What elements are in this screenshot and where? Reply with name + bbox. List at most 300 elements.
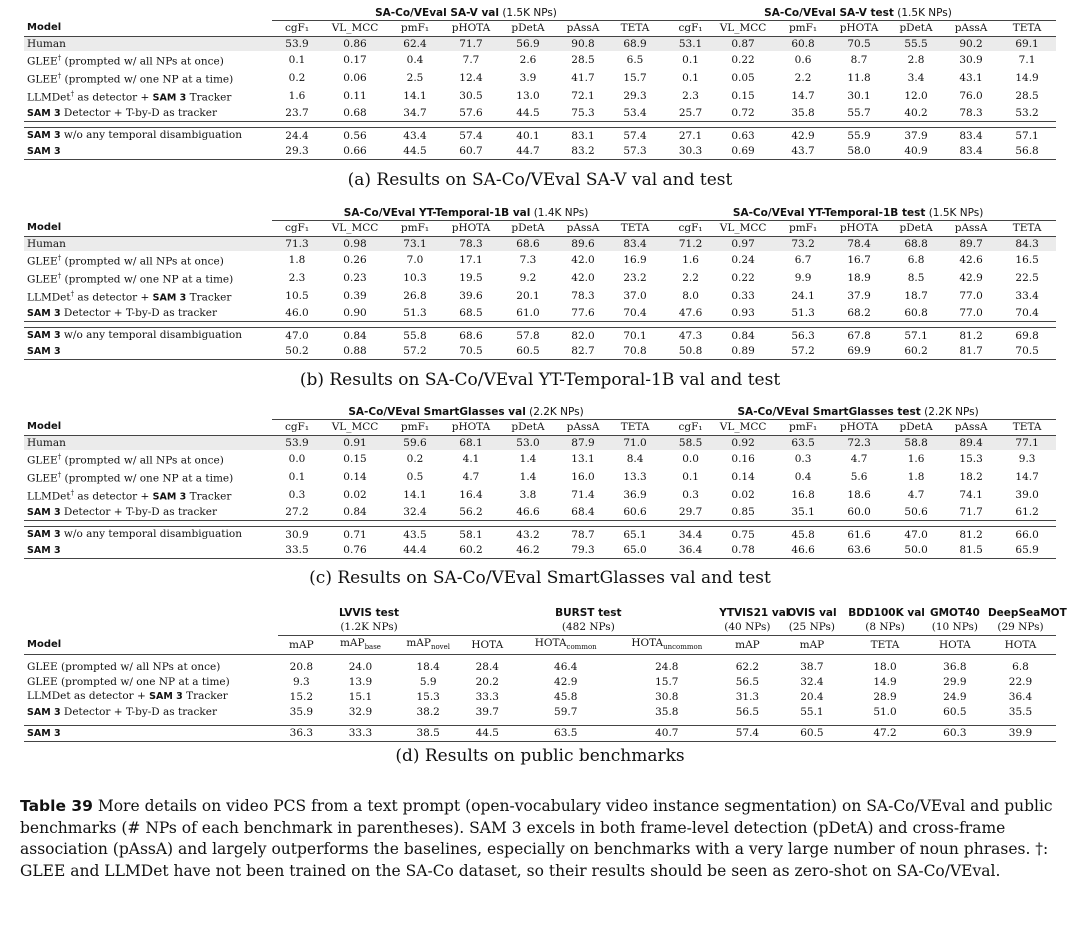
model-name: GLEE† (prompted w/ one NP at a time) [27, 72, 234, 86]
metric-value: 38.5 [396, 725, 460, 741]
metric-value: 38.7 [800, 661, 824, 674]
metric-value: 57.8 [516, 329, 540, 342]
metric-value: 4.7 [462, 470, 480, 483]
metric-value: 0.97 [710, 236, 776, 251]
metric-value: 10.3 [403, 271, 427, 284]
model-name: SAM 3 [24, 725, 278, 741]
metric-value: 34.4 [678, 528, 703, 541]
metric-value: 61.0 [500, 306, 556, 322]
metric-value: 27.2 [272, 505, 322, 521]
metric-value: 0.3 [682, 489, 699, 502]
table-row [24, 269, 1056, 287]
model-name: GLEE† (prompted w/ all NPs at once) [27, 254, 224, 268]
metric-value: 43.2 [516, 528, 540, 541]
metric-value: 57.4 [716, 725, 778, 741]
metric-value: 77.0 [944, 306, 998, 322]
metric-value: 2.3 [682, 90, 699, 103]
metric-value: 6.8 [907, 253, 925, 266]
metric-value: 0.85 [710, 505, 776, 521]
metric-value: 35.5 [1008, 706, 1033, 719]
metric-value: 61.2 [998, 505, 1056, 521]
metric-value: 1.4 [519, 470, 537, 483]
metric-header: pHOTA [442, 21, 500, 36]
model-name: GLEE (prompted w/ one NP at a time) [27, 675, 230, 688]
metric-value: 84.3 [998, 236, 1056, 251]
metric-value: 60.7 [442, 144, 500, 160]
metric-value: 2.8 [907, 53, 925, 66]
metric-value: 42.0 [571, 253, 595, 266]
table-caption [20, 796, 1062, 882]
metric-value: 25.7 [660, 106, 710, 122]
metric-value: 13.0 [516, 90, 540, 103]
metric-header: cgF₁ [272, 420, 322, 435]
metric-value: 53.2 [998, 106, 1056, 122]
metric-value: 14.7 [1015, 470, 1039, 483]
metric-value: 36.8 [943, 661, 967, 674]
metric-value: 55.7 [830, 106, 888, 122]
metric-value: 0.02 [343, 489, 367, 502]
metric-value: 36.4 [1008, 690, 1033, 703]
metric-header: pHOTA [830, 21, 888, 36]
metric-value: 42.9 [959, 271, 983, 284]
table-row [24, 725, 1056, 741]
metric-value: 60.2 [888, 344, 944, 360]
metric-header: mAP [716, 635, 778, 655]
metric-header: pDetA [500, 21, 556, 36]
metric-value: 0.92 [710, 435, 776, 450]
metric-value: 26.8 [403, 290, 427, 303]
metric-value: 63.5 [776, 435, 830, 450]
metric-value: 13.3 [623, 470, 647, 483]
metric-value: 90.8 [556, 36, 610, 51]
metric-value: 0.14 [731, 470, 755, 483]
metric-value: 0.84 [731, 329, 755, 342]
metric-value: 72.1 [571, 90, 595, 103]
metric-value: 29.3 [623, 90, 647, 103]
metric-value: 0.76 [322, 543, 388, 559]
metric-value: 57.2 [388, 344, 442, 360]
metric-value: 89.7 [944, 236, 998, 251]
metric-value: 53.9 [272, 435, 322, 450]
metric-value: 59.7 [554, 706, 578, 719]
caption-yt: (b) Results on SA-Co/VEval YT-Temporal-1B val and test [299, 370, 781, 390]
metric-value: 13.1 [571, 452, 595, 465]
metric-value: 0.1 [682, 53, 699, 66]
metric-value: 62.2 [735, 661, 760, 674]
metric-value: 3.9 [519, 71, 537, 84]
metric-value: 0.69 [710, 144, 776, 160]
metric-value: 56.9 [500, 36, 556, 51]
metric-value: 56.2 [442, 505, 500, 521]
metric-value: 40.7 [617, 725, 716, 741]
metric-value: 30.9 [959, 53, 983, 66]
metric-value: 1.8 [288, 253, 306, 266]
metric-value: 28.5 [1015, 90, 1039, 103]
metric-value: 51.0 [873, 706, 897, 719]
metric-value: 0.72 [710, 106, 776, 122]
metric-value: 39.6 [459, 290, 483, 303]
benchmark-np-count: (40 NPs) [716, 620, 778, 635]
metric-value: 83.2 [556, 144, 610, 160]
model-name: LLMDet as detector + SAM 3 Tracker [27, 690, 228, 703]
model-name: SAM 3 [24, 543, 272, 559]
metric-value: 12.0 [904, 90, 928, 103]
metric-value: 70.5 [998, 344, 1056, 360]
metric-value: 5.6 [850, 470, 868, 483]
metric-value: 43.5 [403, 528, 427, 541]
metric-header: pDetA [888, 420, 944, 435]
metric-value: 0.68 [322, 106, 388, 122]
metric-value: 68.2 [830, 306, 888, 322]
metric-value: 33.3 [325, 725, 396, 741]
metric-value: 46.4 [554, 661, 578, 674]
metric-header: pDetA [888, 21, 944, 36]
metric-value: 78.3 [571, 290, 595, 303]
metric-value: 1.6 [288, 90, 306, 103]
metric-value: 89.4 [944, 435, 998, 450]
metric-value: 5.9 [419, 675, 437, 688]
metric-value: 70.4 [610, 306, 660, 322]
metric-value: 24.4 [285, 129, 309, 142]
metric-value: 15.1 [348, 690, 373, 703]
metric-header: pAssA [556, 21, 610, 36]
metric-value: 1.6 [907, 452, 925, 465]
metric-value: 57.4 [459, 129, 483, 142]
metric-value: 44.7 [500, 144, 556, 160]
metric-value: 68.6 [500, 236, 556, 251]
metric-value: 0.93 [710, 306, 776, 322]
metric-header: cgF₁ [660, 21, 710, 36]
benchmark-name: DeepSeaMOT [987, 607, 1067, 619]
metric-value: 16.9 [623, 253, 647, 266]
metric-value: 71.7 [944, 505, 998, 521]
table-row [24, 468, 1056, 486]
metric-value: 23.2 [623, 271, 647, 284]
metric-value: 1.6 [682, 253, 699, 266]
metric-value: 68.4 [556, 505, 610, 521]
metric-value: 53.9 [272, 36, 322, 51]
metric-value: 33.5 [272, 543, 322, 559]
benchmark-name: BURST test [555, 607, 622, 619]
metric-value: 57.1 [904, 329, 928, 342]
metric-value: 0.91 [322, 435, 388, 450]
table-row [24, 251, 1056, 269]
metric-value: 0.86 [322, 36, 388, 51]
metric-value: 0.22 [731, 53, 755, 66]
metric-value: 43.7 [776, 144, 830, 160]
metric-value: 0.88 [322, 344, 388, 360]
metric-header: TETA [998, 21, 1056, 36]
metric-value: 82.7 [556, 344, 610, 360]
benchmark-name: YTVIS21 val [719, 607, 790, 619]
metric-value: 47.2 [845, 725, 925, 741]
metric-value: 16.4 [459, 489, 483, 502]
table-row [24, 435, 1056, 450]
metric-value: 20.1 [516, 290, 540, 303]
metric-value: 46.6 [776, 543, 830, 559]
table-row [24, 69, 1056, 87]
metric-value: 18.7 [904, 290, 928, 303]
metric-value: 16.7 [847, 253, 871, 266]
metric-value: 18.0 [873, 661, 897, 674]
results-table-sav [24, 6, 1056, 160]
metric-value: 77.6 [556, 306, 610, 322]
model-name: SAM 3 Detector + T-by-D as tracker [24, 306, 272, 322]
table-row [24, 128, 1056, 144]
metric-value: 58.5 [660, 435, 710, 450]
metric-value: 29.3 [272, 144, 322, 160]
metric-value: 70.5 [442, 344, 500, 360]
metric-value: 59.6 [388, 435, 442, 450]
metric-value: 58.0 [830, 144, 888, 160]
metric-value: 70.1 [623, 329, 647, 342]
table-row [24, 344, 1056, 360]
metric-value: 31.3 [735, 690, 760, 703]
metric-value: 60.6 [610, 505, 660, 521]
metric-header: TETA [845, 635, 925, 655]
metric-value: 89.6 [556, 236, 610, 251]
metric-value: 7.1 [1018, 53, 1036, 66]
metric-header: pDetA [888, 221, 944, 236]
metric-value: 46.0 [272, 306, 322, 322]
table-row [24, 144, 1056, 160]
metric-value: 15.7 [655, 675, 679, 688]
metric-header: pHOTA [442, 420, 500, 435]
metric-header: VL_MCC [710, 221, 776, 236]
metric-header: pmF₁ [776, 21, 830, 36]
metric-value: 14.9 [873, 675, 897, 688]
metric-value: 24.0 [348, 661, 373, 674]
model-name: Human [24, 36, 272, 51]
metric-value: 39.7 [475, 706, 499, 719]
metric-value: 60.0 [830, 505, 888, 521]
metric-value: 47.6 [660, 306, 710, 322]
metric-value: 82.0 [571, 329, 595, 342]
metric-value: 37.0 [623, 290, 647, 303]
metric-value: 46.6 [500, 505, 556, 521]
metric-value: 43.4 [403, 129, 427, 142]
metric-value: 0.2 [288, 71, 306, 84]
metric-value: 0.33 [731, 290, 755, 303]
group-header-val: SA-Co/VEval SA-V val (1.5K NPs) [272, 6, 660, 21]
metric-value: 35.9 [289, 706, 314, 719]
metric-value: 83.4 [610, 236, 660, 251]
metric-value: 72.3 [830, 435, 888, 450]
table-row [24, 486, 1056, 505]
metric-value: 33.3 [475, 690, 499, 703]
metric-value: 71.7 [442, 36, 500, 51]
metric-value: 28.9 [873, 690, 897, 703]
metric-value: 42.9 [791, 129, 815, 142]
metric-value: 32.9 [348, 706, 373, 719]
metric-header: TETA [998, 420, 1056, 435]
benchmark-np-count: (29 NPs) [985, 620, 1056, 635]
metric-value: 36.3 [278, 725, 325, 741]
results-table-smartglasses [24, 405, 1056, 559]
metric-value: 78.4 [830, 236, 888, 251]
metric-value: 69.8 [1015, 329, 1039, 342]
metric-value: 73.2 [776, 236, 830, 251]
metric-header: TETA [610, 420, 660, 435]
metric-value: 9.9 [794, 271, 812, 284]
metric-value: 53.1 [660, 36, 710, 51]
metric-value: 40.9 [888, 144, 944, 160]
metric-value: 35.8 [655, 706, 679, 719]
metric-header: pAssA [944, 420, 998, 435]
metric-value: 0.0 [288, 452, 306, 465]
metric-value: 58.1 [459, 528, 483, 541]
metric-value: 14.9 [1015, 71, 1039, 84]
metric-value: 60.8 [776, 36, 830, 51]
metric-value: 11.8 [847, 71, 871, 84]
metric-value: 36.9 [623, 489, 647, 502]
metric-value: 22.5 [1015, 271, 1039, 284]
table-row [24, 527, 1056, 543]
metric-value: 74.1 [959, 489, 983, 502]
metric-header: $HOTA_{uncommon}$ [617, 635, 716, 655]
model-name: SAM 3 w/o any temporal disambiguation [27, 528, 242, 541]
metric-value: 47.0 [904, 528, 928, 541]
caption-sav: (a) Results on SA-Co/VEval SA-V val and test [347, 170, 733, 190]
metric-value: 0.05 [731, 71, 755, 84]
metric-value: 32.4 [800, 675, 824, 688]
metric-value: 65.9 [998, 543, 1056, 559]
metric-value: 4.7 [850, 452, 868, 465]
model-column-header: Model [24, 21, 272, 36]
metric-value: 0.2 [406, 452, 424, 465]
model-name: GLEE† (prompted w/ all NPs at once) [27, 54, 224, 68]
metric-value: 68.9 [610, 36, 660, 51]
metric-value: 57.4 [623, 129, 647, 142]
metric-value: 45.8 [791, 528, 815, 541]
metric-header: cgF₁ [660, 420, 710, 435]
metric-value: 30.9 [285, 528, 309, 541]
metric-value: 39.9 [985, 725, 1056, 741]
metric-value: 0.1 [288, 470, 306, 483]
metric-value: 0.22 [731, 271, 755, 284]
model-name: LLMDet† as detector + SAM 3 Tracker [27, 489, 232, 503]
metric-value: 4.1 [462, 452, 480, 465]
group-header-test: SA-Co/VEval SmartGlasses test (2.2K NPs) [660, 405, 1056, 420]
metric-value: 0.0 [682, 452, 699, 465]
metric-value: 8.5 [907, 271, 925, 284]
metric-value: 79.3 [556, 543, 610, 559]
metric-value: 8.7 [850, 53, 868, 66]
metric-value: 0.5 [406, 470, 424, 483]
metric-header: $HOTA_{common}$ [514, 635, 617, 655]
metric-header: cgF₁ [272, 21, 322, 36]
metric-value: 57.1 [1015, 129, 1039, 142]
metric-value: 0.63 [731, 129, 755, 142]
metric-value: 0.71 [343, 528, 367, 541]
metric-value: 81.5 [944, 543, 998, 559]
model-name: SAM 3 w/o any temporal disambiguation [27, 329, 242, 342]
metric-value: 30.1 [847, 90, 871, 103]
metric-value: 0.78 [710, 543, 776, 559]
group-header-val: SA-Co/VEval YT-Temporal-1B val (1.4K NPs) [272, 206, 660, 221]
metric-value: 30.8 [655, 690, 679, 703]
model-name: LLMDet† as detector + SAM 3 Tracker [27, 290, 232, 304]
metric-value: 55.8 [403, 329, 427, 342]
metric-value: 0.90 [322, 306, 388, 322]
metric-value: 40.2 [888, 106, 944, 122]
metric-header: TETA [610, 221, 660, 236]
metric-value: 0.11 [343, 90, 367, 103]
metric-value: 2.5 [406, 71, 424, 84]
metric-value: 0.3 [794, 452, 812, 465]
metric-header: mAP$_{base}$ [325, 635, 396, 655]
model-name: GLEE (prompted w/ all NPs at once) [27, 661, 221, 674]
metric-header: pmF₁ [776, 221, 830, 236]
metric-value: 75.3 [556, 106, 610, 122]
metric-value: 53.4 [610, 106, 660, 122]
metric-header: pDetA [500, 420, 556, 435]
metric-value: 70.5 [830, 36, 888, 51]
metric-value: 4.7 [907, 489, 925, 502]
group-header-test: SA-Co/VEval SA-V test (1.5K NPs) [660, 6, 1056, 21]
metric-value: 78.3 [944, 106, 998, 122]
metric-value: 14.1 [403, 489, 427, 502]
group-header-test: SA-Co/VEval YT-Temporal-1B test (1.5K NPs) [660, 206, 1056, 221]
metric-header: cgF₁ [660, 221, 710, 236]
metric-value: 62.4 [388, 36, 442, 51]
metric-value: 18.6 [847, 489, 871, 502]
metric-value: 60.5 [779, 725, 846, 741]
metric-value: 15.2 [289, 690, 314, 703]
metric-value: 55.1 [800, 706, 824, 719]
metric-value: 53.0 [500, 435, 556, 450]
metric-value: 44.5 [500, 106, 556, 122]
metric-value: 0.15 [343, 452, 367, 465]
results-table-yt [24, 206, 1056, 360]
table-row [24, 450, 1056, 468]
metric-value: 10.5 [285, 290, 309, 303]
metric-value: 81.7 [944, 344, 998, 360]
metric-value: 37.9 [847, 290, 871, 303]
benchmark-name: BDD100K val [848, 607, 925, 619]
metric-header: pDetA [500, 221, 556, 236]
metric-value: 69.1 [998, 36, 1056, 51]
metric-value: 7.3 [519, 253, 537, 266]
metric-value: 3.8 [519, 489, 537, 502]
model-name: SAM 3 Detector + T-by-D as tracker [27, 705, 218, 718]
metric-header: pmF₁ [776, 420, 830, 435]
metric-value: 8.0 [682, 290, 699, 303]
metric-value: 69.9 [830, 344, 888, 360]
metric-value: 56.8 [998, 144, 1056, 160]
metric-value: 57.2 [776, 344, 830, 360]
metric-value: 57.3 [610, 144, 660, 160]
model-name: SAM 3 Detector + T-by-D as tracker [24, 106, 272, 122]
metric-value: 18.4 [416, 661, 440, 674]
metric-value: 20.8 [289, 661, 314, 674]
metric-value: 0.26 [343, 253, 367, 266]
metric-value: 35.1 [776, 505, 830, 521]
metric-value: 15.7 [623, 71, 647, 84]
metric-value: 65.0 [610, 543, 660, 559]
model-name: GLEE† (prompted w/ all NPs at once) [27, 453, 224, 467]
metric-value: 28.4 [475, 661, 499, 674]
metric-value: 63.6 [830, 543, 888, 559]
metric-value: 0.84 [322, 505, 388, 521]
metric-value: 39.0 [1015, 489, 1039, 502]
table-row [24, 87, 1056, 106]
metric-header: mAP$_{novel}$ [396, 635, 460, 655]
metric-value: 19.5 [459, 271, 483, 284]
metric-value: 0.14 [343, 470, 367, 483]
metric-header: HOTA [985, 635, 1056, 655]
model-column-header: Model [24, 221, 272, 236]
